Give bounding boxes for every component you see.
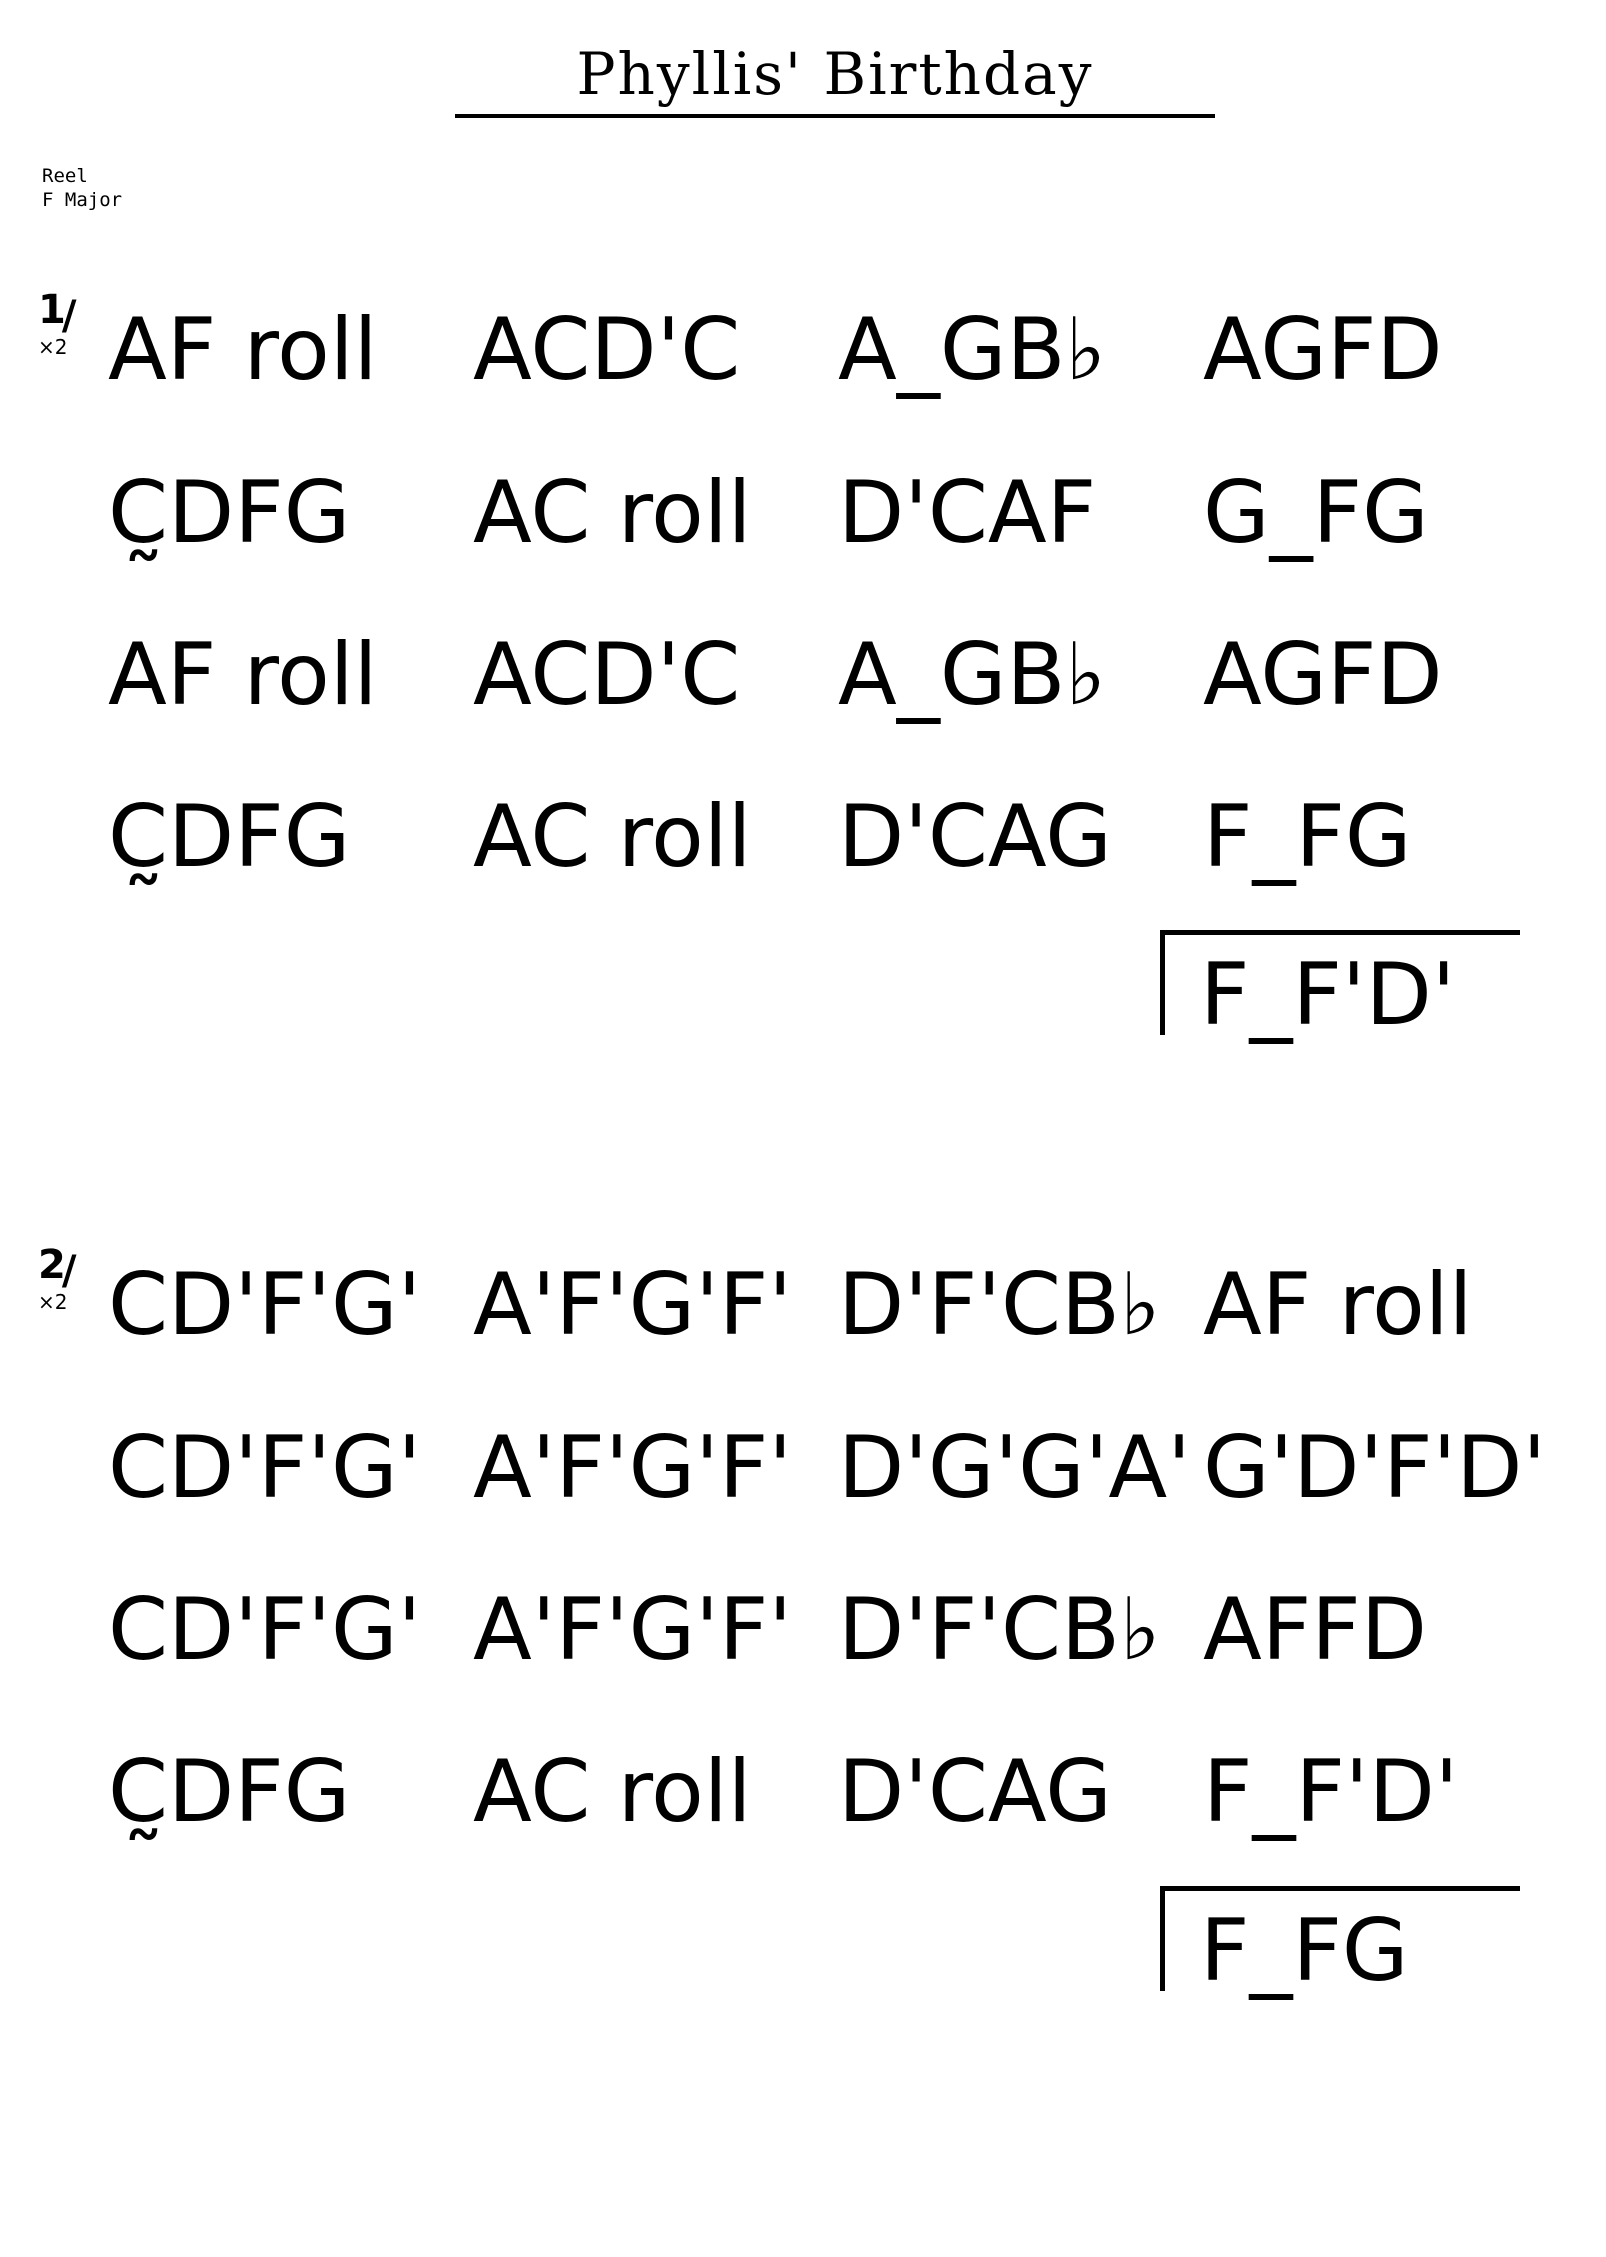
tune-type: Reel	[42, 165, 88, 187]
ending-bracket	[1160, 930, 1520, 935]
bar: CD'F'G'	[108, 1580, 422, 1680]
part-number: 1/	[38, 287, 77, 339]
bar: AGFD	[1203, 625, 1443, 725]
bar: AC roll	[473, 1742, 752, 1842]
bar: CD'F'G'	[108, 1255, 422, 1355]
title-underline	[455, 114, 1215, 118]
bar: AC roll	[473, 787, 752, 887]
bar: C̰DFG	[108, 787, 351, 887]
ending-bracket	[1160, 1886, 1520, 1891]
bar: CD'F'G'	[108, 1418, 422, 1518]
part-repeat: ×2	[38, 1290, 68, 1314]
ending-bar: F_FG	[1200, 1901, 1409, 2001]
bar: C̰DFG	[108, 1742, 351, 1842]
bar: A'F'G'F'	[473, 1580, 792, 1680]
bar: D'CAG	[838, 787, 1112, 887]
bar: A_GB♭	[838, 625, 1107, 725]
bar: F_FG	[1203, 787, 1412, 887]
bar: AC roll	[473, 463, 752, 563]
part-number-value: 1	[38, 287, 66, 333]
bar: D'G'G'A'	[838, 1418, 1191, 1518]
ending-bracket-side	[1160, 930, 1165, 1035]
bar: D'CAG	[838, 1742, 1112, 1842]
part-2-marker	[38, 1242, 88, 1314]
bar: AF roll	[1203, 1255, 1473, 1355]
bar: A'F'G'F'	[473, 1418, 792, 1518]
bar: D'F'CB♭	[838, 1255, 1161, 1355]
part-number-value: 2	[38, 1242, 66, 1288]
part-number: 2/	[38, 1242, 77, 1294]
tune-key: F Major	[42, 189, 123, 211]
bar: AF roll	[108, 300, 378, 400]
bar: D'CAF	[838, 463, 1097, 563]
bar: AGFD	[1203, 300, 1443, 400]
bar: AFFD	[1203, 1580, 1427, 1680]
bar: G'D'F'D'	[1203, 1418, 1547, 1518]
part-repeat: ×2	[38, 335, 68, 359]
part-1-marker	[38, 287, 88, 359]
bar: C̰DFG	[108, 463, 351, 563]
bar: ACD'C	[473, 625, 741, 725]
ending-bar: F_F'D'	[1200, 945, 1456, 1045]
bar: F_F'D'	[1203, 1742, 1459, 1842]
bar: ACD'C	[473, 300, 741, 400]
tune-title: Phyllis' Birthday	[576, 40, 1094, 108]
bar: A_GB♭	[838, 300, 1107, 400]
bar: A'F'G'F'	[473, 1255, 792, 1355]
ending-bracket-side	[1160, 1886, 1165, 1991]
bar: D'F'CB♭	[838, 1580, 1161, 1680]
tune-meta	[42, 164, 122, 212]
bar: AF roll	[108, 625, 378, 725]
bar: G_FG	[1203, 463, 1429, 563]
